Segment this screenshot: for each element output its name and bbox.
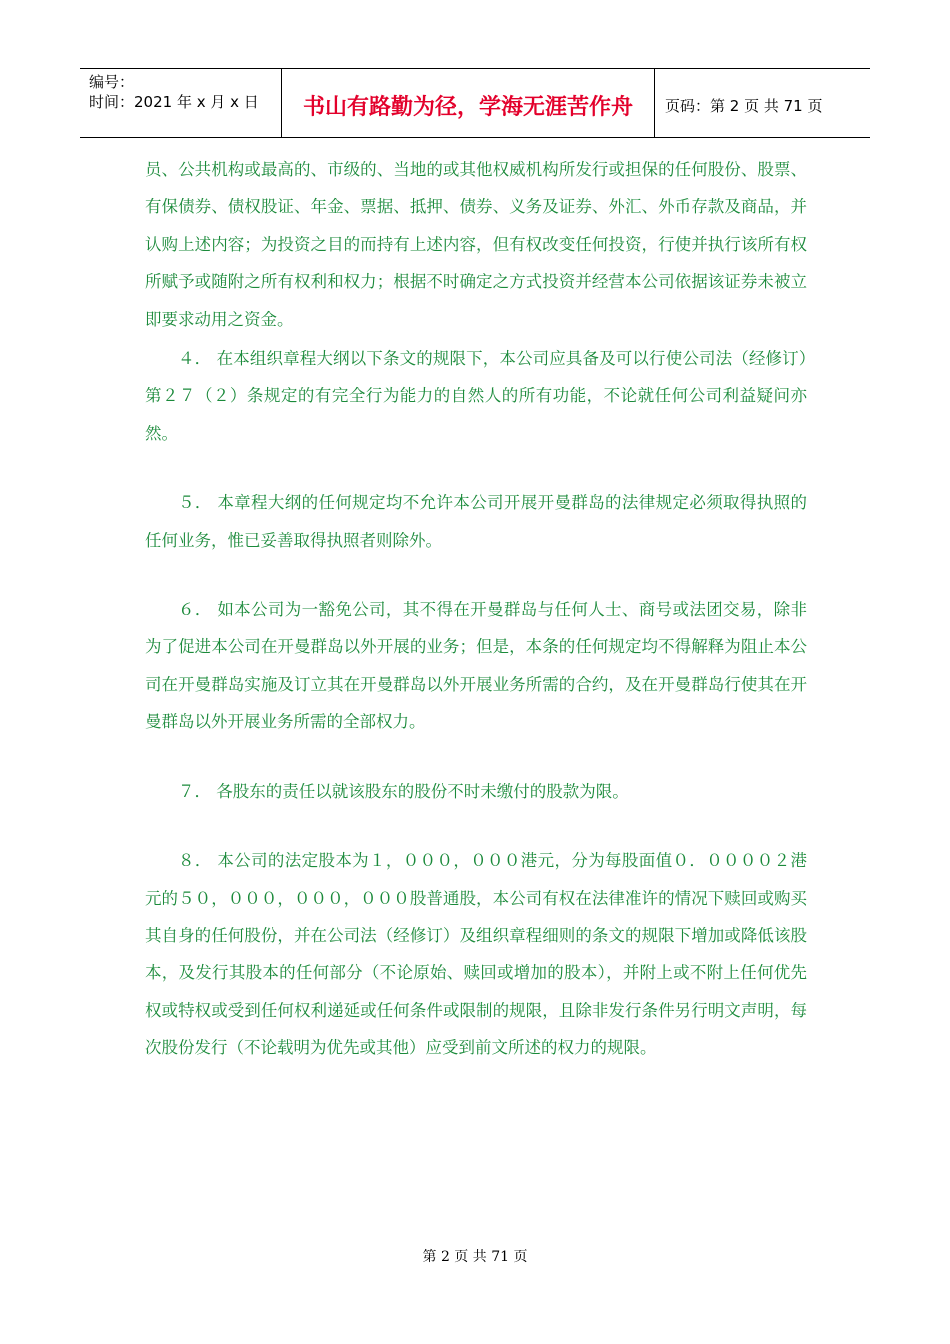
- header-page-info-cell: [655, 69, 870, 137]
- footer-page-number: 第 2 页 共 71 页: [422, 1249, 528, 1265]
- document-number-label: 编号：: [89, 73, 135, 91]
- header-meta: [80, 69, 282, 137]
- document-body: [145, 151, 807, 1067]
- paragraph-clause-8: ８． 本公司的法定股本为１，０００，０００港元，分为每股面值０．００００２港元的５０，０００，０００，０００股普通股，本公司有权在法律准许的情况下赎回或购买其自身的任何股份，并在公司法（经修订）及组织章程细则的条文的规限下增加或降低该股本，及发行其股本的任何部分（不论原始、赎回或增加的股本），并附上或不附上任何优先权或特权或受到任何权利递延或任何条件或限制的规限，且除非发行条件另行明文声明，每次股份发行（不论载明为优先或其他）应受到前文所述的权力的规限。: [145, 851, 807, 1058]
- paragraph-clause-6: ６． 如本公司为一豁免公司，其不得在开曼群岛与任何人士、商号或法团交易，除非为了促进本公司在开曼群岛以外开展的业务；但是，本条的任何规定均不得解释为阻止本公司在开曼群岛实施及订立其在开曼群岛以外开展业务所需的合约，及在开曼群岛行使其在开曼群岛以外开展业务所需的全部权力。: [145, 600, 807, 732]
- page-header: [80, 68, 870, 138]
- header-motto: 书山有路勤为径，学海无涯苦作舟: [302, 94, 633, 120]
- paragraph-clause-4: ４． 在本组织章程大纲以下条文的规限下，本公司应具备及可以行使公司法（经修订）第２７（２）条规定的有完全行为能力的自然人的所有功能，不论就任何公司利益疑问亦然。: [145, 349, 807, 443]
- header-page-info: 页码：第 2 页 共 71 页: [665, 96, 823, 115]
- paragraph-clause-5: ５． 本章程大纲的任何规定均不允许本公司开展开曼群岛的法律规定必须取得执照的任何业务，惟已妥善取得执照者则除外。: [145, 493, 807, 550]
- page-footer: [0, 1246, 950, 1266]
- header-motto-cell: [282, 69, 655, 137]
- paragraph-continuation: 员、公共机构或最高的、市级的、当地的或其他权威机构所发行或担保的任何股份、股票、有保债券、债权股证、年金、票据、抵押、债券、义务及证券、外汇、外币存款及商品，并认购上述内容；为投资之目的而持有上述内容，但有权改变任何投资，行使并执行该所有权所赋予或随附之所有权利和权力；根据不时确定之方式投资并经营本公司依据该证券未被立即要求动用之资金。: [145, 160, 807, 329]
- document-time-label: 时间：2021 年 x 月 x 日: [89, 93, 259, 111]
- paragraph-clause-7: ７． 各股东的责任以就该股东的股份不时未缴付的股款为限。: [178, 781, 629, 801]
